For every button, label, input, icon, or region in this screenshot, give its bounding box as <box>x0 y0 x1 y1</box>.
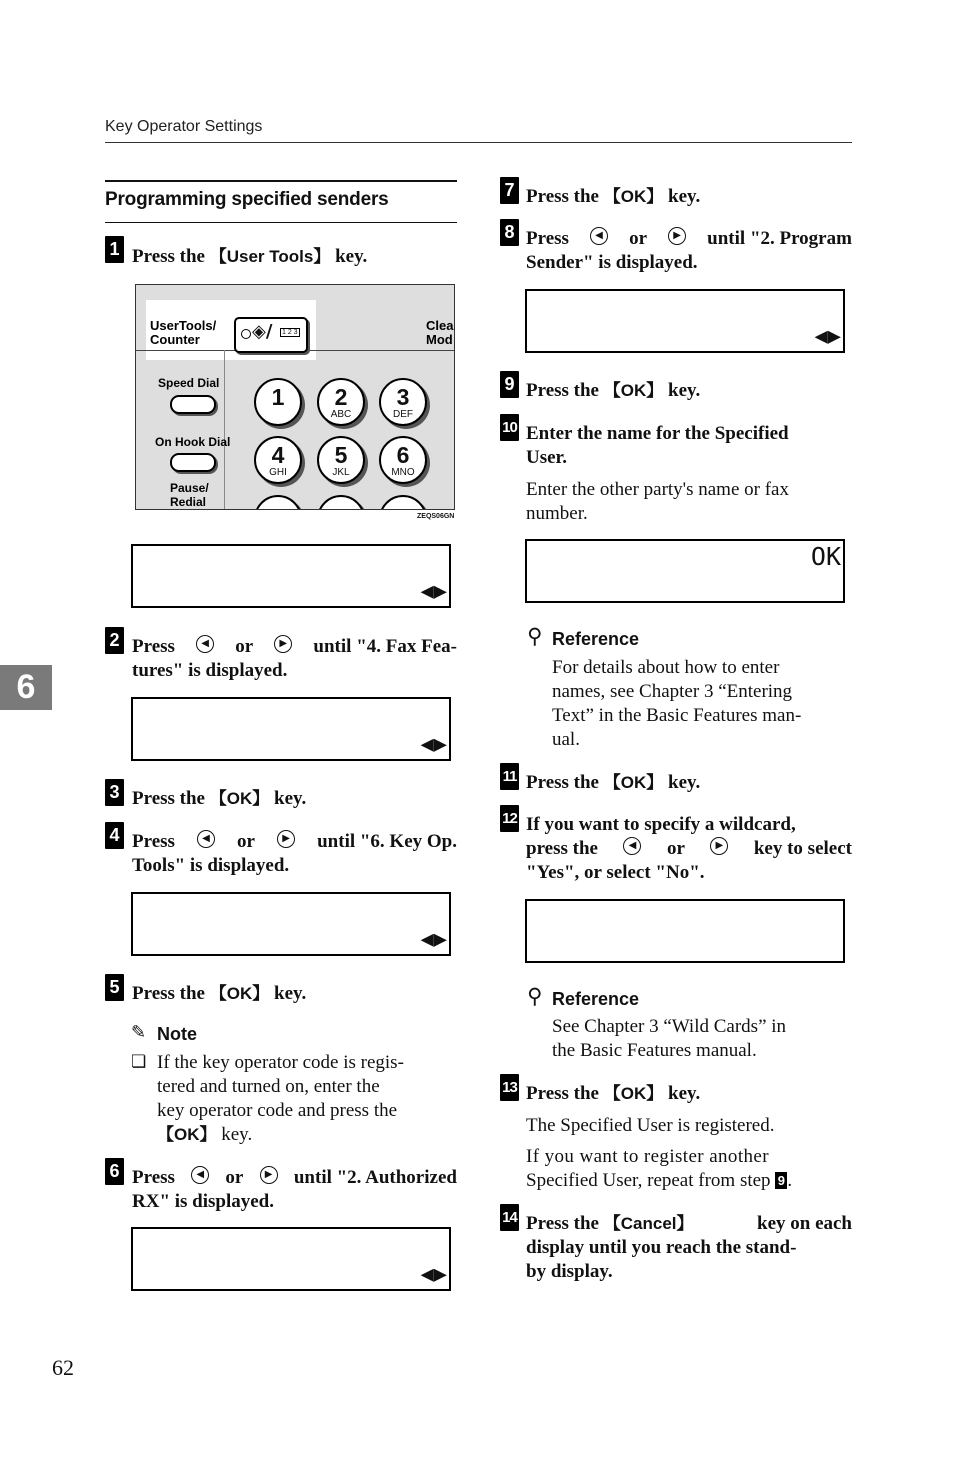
checkbox-icon: ❏ <box>131 1052 147 1072</box>
key-4: 4 GHI <box>254 436 302 484</box>
counter-badge: 1 2 3 <box>282 329 298 336</box>
step-number: 12 <box>500 805 519 832</box>
ok-key: 【OK】 <box>603 773 664 792</box>
step-number: 4 <box>105 822 124 849</box>
right-arrow-key-icon: ▶ <box>260 1166 278 1184</box>
lcd-display-authorized-rx <box>131 1227 451 1291</box>
mode-label: Mod <box>426 332 453 347</box>
key-7-partial <box>254 495 302 510</box>
key-1: 1 <box>254 378 302 426</box>
step-number: 14 <box>500 1204 519 1231</box>
section-rule-bottom <box>105 222 457 223</box>
step-10-body: Enter the other party's name or fax number. <box>526 479 789 524</box>
left-right-arrow-icon: ◀▶ <box>420 927 447 952</box>
on-hook-dial-key <box>170 453 216 472</box>
step-9-text: Press the 【OK】 key. <box>526 380 701 401</box>
step-5-text: Press the 【OK】 key. <box>132 983 307 1004</box>
lcd-ok-label: OK <box>810 542 841 571</box>
key-5: 5 JKL <box>317 436 365 484</box>
ok-key: 【OK】 <box>209 984 270 1003</box>
speed-dial-key <box>170 395 216 414</box>
user-tools-key: 【User Tools】 <box>209 247 331 266</box>
step-number: 2 <box>105 627 124 654</box>
on-hook-dial-label: On Hook Dial <box>155 435 231 449</box>
key-2: 2 ABC <box>317 378 365 426</box>
key-6: 6 MNO <box>379 436 427 484</box>
left-arrow-key-icon: ◀ <box>197 830 215 848</box>
left-arrow-key-icon: ◀ <box>623 837 641 855</box>
left-arrow-key-icon: ◀ <box>191 1166 209 1184</box>
panel-vdivider <box>224 350 225 510</box>
left-right-arrow-icon: ◀▶ <box>420 579 447 604</box>
step-number: 5 <box>105 974 124 1001</box>
pause-label: Pause/ <box>170 481 209 495</box>
reference-1-body: For details about how to enter names, see Chapter 3 “Entering Text” in the Basic Features man- ual. <box>552 657 802 750</box>
left-right-arrow-icon: ◀▶ <box>420 732 447 757</box>
lcd-display-fax-features <box>131 697 451 761</box>
step-ref-badge: 9 <box>775 1172 787 1189</box>
header-rule <box>105 142 852 143</box>
left-arrow-key-icon: ◀ <box>590 227 608 245</box>
step-number: 7 <box>500 177 519 204</box>
note-body: If the key operator code is regis- tered and turned on, enter the key operator code and press the 【OK】 key. <box>157 1052 404 1145</box>
step-3-text: Press the 【OK】 key. <box>132 788 307 809</box>
usertools-icon: ◈/ <box>252 321 273 342</box>
control-panel-illustration <box>135 284 455 510</box>
step-number: 10 <box>500 414 519 441</box>
step-number: 13 <box>500 1074 519 1101</box>
indicator-icon <box>241 329 251 339</box>
reference-2-body: See Chapter 3 “Wild Cards” in the Basic Features manual. <box>552 1016 787 1061</box>
page-number: 62 <box>52 1355 74 1380</box>
key-9-partial <box>379 495 427 510</box>
ok-key: 【OK】 <box>603 1084 664 1103</box>
step-4-text: Press ◀ or ▶ until "6. Key Op. Tools" is displayed. <box>132 831 457 876</box>
step-13-text: Press the 【OK】 key. <box>526 1083 701 1104</box>
step-13-body: The Specified User is registered. If you want to register another Specified User, repeat from step 9 . <box>526 1115 793 1191</box>
cancel-key: 【Cancel】 <box>603 1214 694 1233</box>
key-8-partial <box>317 495 365 510</box>
lcd-display-user-tools-counter <box>131 544 451 608</box>
right-arrow-key-icon: ▶ <box>710 837 728 855</box>
right-arrow-key-icon: ▶ <box>668 227 686 245</box>
section-title: Programming specified senders <box>105 189 389 210</box>
illustration-code: ZEQS06GN <box>417 513 455 520</box>
step-number: 1 <box>105 236 124 263</box>
key-3: 3 DEF <box>379 378 427 426</box>
step-2-text: Press ◀ or ▶ until "4. Fax Fea- tures" is displayed. <box>132 636 457 681</box>
step-number: 8 <box>500 219 519 246</box>
left-right-arrow-icon: ◀▶ <box>814 324 841 349</box>
lcd-display-key-op-tools <box>131 892 451 956</box>
user-tools-button <box>234 317 308 353</box>
reference-label: Reference <box>552 629 640 649</box>
step-12-text: If you want to specify a wildcard, press the ◀ or ▶ key to select "Yes", or select "No". <box>526 814 852 883</box>
lcd-display-wildcard <box>525 899 845 963</box>
magnifier-icon: ⚲ <box>527 984 543 1008</box>
ok-key: 【OK】 <box>603 187 664 206</box>
step-number: 11 <box>500 763 519 790</box>
right-arrow-key-icon: ▶ <box>277 830 295 848</box>
step-number: 9 <box>500 371 519 398</box>
step-6-text: Press ◀ or ▶ until "2. Authorized RX" is displayed. <box>132 1167 457 1212</box>
step-11-text: Press the 【OK】 key. <box>526 772 701 793</box>
step-14-text: Press the 【Cancel】 key on each display until you reach the stand- by display. <box>526 1213 852 1282</box>
magnifier-icon: ⚲ <box>527 624 543 648</box>
counter-label: Counter <box>150 332 200 347</box>
note-label: Note <box>157 1024 197 1044</box>
clear-label: Clea <box>426 318 454 333</box>
chapter-tab: 6 <box>0 665 52 710</box>
usertools-label: UserTools/ <box>150 318 217 333</box>
lcd-display-name-entry <box>525 539 845 603</box>
left-right-arrow-icon: ◀▶ <box>420 1262 447 1287</box>
lcd-display-program-sender <box>525 289 845 353</box>
section-rule-top <box>105 180 457 182</box>
pencil-icon: ✎ <box>131 1022 147 1043</box>
left-arrow-key-icon: ◀ <box>196 635 214 653</box>
ok-key: 【OK】 <box>209 789 270 808</box>
step-7-text: Press the 【OK】 key. <box>526 186 701 207</box>
right-arrow-key-icon: ▶ <box>274 635 292 653</box>
step-number: 3 <box>105 779 124 806</box>
running-header: Key Operator Settings <box>105 118 263 135</box>
step-10-text: Enter the name for the Specified User. <box>526 423 789 468</box>
ok-key: 【OK】 <box>157 1125 217 1144</box>
ok-key: 【OK】 <box>603 381 664 400</box>
step-number: 6 <box>105 1158 124 1185</box>
speed-dial-label: Speed Dial <box>158 376 220 390</box>
step-8-text: Press ◀ or ▶ until "2. Program Sender" is displayed. <box>526 228 852 273</box>
step-1-text: Press the 【User Tools】 key. <box>132 246 368 267</box>
reference-label: Reference <box>552 989 640 1009</box>
redial-label: Redial <box>170 495 207 509</box>
